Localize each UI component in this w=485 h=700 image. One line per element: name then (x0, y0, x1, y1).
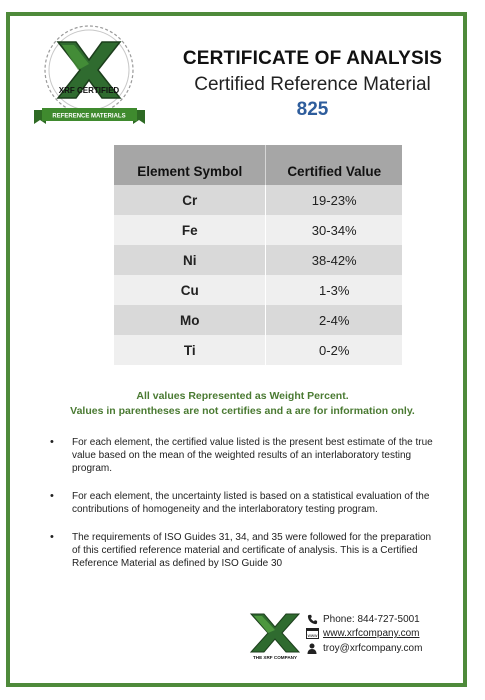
certified-value: 0-2% (266, 335, 402, 365)
list-item (48, 436, 438, 475)
certified-value: 2-4% (266, 305, 402, 335)
bullet-icon: • (50, 490, 54, 502)
element-symbol: Cr (114, 185, 266, 215)
certification-statements (48, 436, 438, 585)
column-header-element: Element Symbol (114, 145, 266, 185)
statement-text: For each element, the certified value listed is the present best estimate of the true value based on the mean of the weighted results of an interlaboratory testing program. (72, 437, 433, 474)
element-symbol: Fe (114, 215, 266, 245)
note-line-1: All values Represented as Weight Percent. (136, 390, 349, 402)
table-row (114, 335, 402, 365)
logo-caption: THE XRF COMPANY (252, 655, 298, 660)
certified-value: 30-34% (266, 215, 402, 245)
element-symbol: Mo (114, 305, 266, 335)
xrf-company-logo (248, 612, 302, 660)
table-row (114, 185, 402, 215)
material-number: 825 (296, 99, 329, 120)
website-link[interactable]: www.xrfcompany.com (323, 628, 420, 639)
bullet-icon: • (50, 531, 54, 543)
badge-ribbon-text: REFERENCE MATERIALS (52, 113, 126, 120)
list-item (48, 531, 438, 570)
table-row (114, 245, 402, 275)
certificate-subtitle: Certified Reference Material (194, 74, 431, 95)
contact-info (305, 612, 455, 656)
phone-text: Phone: 844-727-5001 (323, 613, 420, 625)
statement-text: The requirements of ISO Guides 31, 34, and 35 were followed for the preparation of this certified reference material and certificate of analysis. This is a Certified Reference Material as defined by ISO Guide 30 (72, 532, 432, 569)
certified-value: 1-3% (266, 275, 402, 305)
person-icon (305, 642, 319, 654)
table-header-row (114, 145, 402, 185)
element-symbol: Cu (114, 275, 266, 305)
note-line-2: Values in parentheses are not certifies and a are for information only. (70, 405, 415, 417)
certified-values-table (114, 145, 402, 365)
website-row[interactable] (305, 627, 455, 641)
certificate-title: CERTIFICATE OF ANALYSIS (182, 48, 443, 69)
weight-percent-notes (40, 389, 445, 419)
table-row (114, 305, 402, 335)
bullet-icon: • (50, 436, 54, 448)
badge-brand-text: XRF CERTIFIED (58, 86, 120, 95)
column-header-value: Certified Value (266, 145, 402, 185)
certificate-header (175, 48, 450, 121)
xrf-certified-badge-logo (32, 24, 147, 132)
element-symbol: Ni (114, 245, 266, 275)
svg-text:www: www (307, 633, 317, 638)
email-row[interactable] (305, 641, 455, 655)
certified-value: 38-42% (266, 245, 402, 275)
table-row (114, 215, 402, 245)
table-row (114, 275, 402, 305)
element-symbol: Ti (114, 335, 266, 365)
certified-value: 19-23% (266, 185, 402, 215)
web-icon (305, 628, 319, 640)
email-link[interactable]: troy@xrfcompany.com (323, 642, 423, 654)
list-item (48, 490, 438, 516)
statement-text: For each element, the uncertainty listed is based on a statistical evaluation of the contributions of homogeneity and the interlaboratory testing program. (72, 491, 430, 515)
phone-icon (305, 613, 319, 625)
phone-row (305, 612, 455, 626)
